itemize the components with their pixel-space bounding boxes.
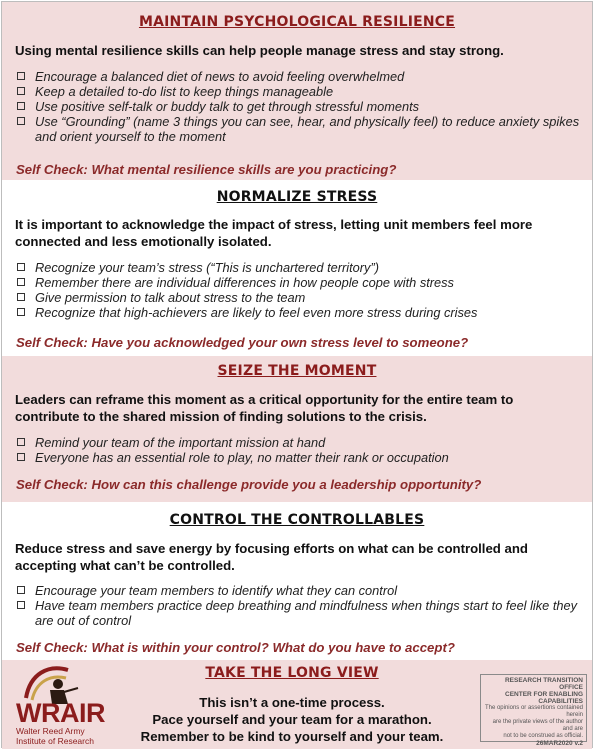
section-title: TAKE THE LONG VIEW <box>205 665 379 681</box>
checklist-item: Encourage your team members to identify what they can control <box>16 583 582 598</box>
checklist-item: Everyone has an essential role to play, no matter their rank or occupation <box>16 450 582 465</box>
self-check: Self Check: What is within your control? What do you have to accept? <box>16 640 455 655</box>
section-title: SEIZE THE MOMENT <box>217 363 377 379</box>
document-page <box>1 1 593 748</box>
section-lead: Reduce stress and save energy by focusing efforts on what can be controlled and accepting what can’t be controlled. <box>15 541 528 573</box>
footer-long-view <box>2 660 592 749</box>
footer-line: Pace yourself and your team for a marathon. <box>152 712 432 727</box>
checkbox-icon <box>17 263 25 271</box>
logo-subtitle: Institute of Research <box>16 736 94 746</box>
checkbox-icon <box>17 117 25 125</box>
checkbox-icon <box>17 601 25 609</box>
checklist-item: Recognize that high-achievers are likely to feel even more stress during crises <box>16 305 582 320</box>
section-lead: Using mental resilience skills can help people manage stress and stay strong. <box>15 43 504 58</box>
checklist-item: Remind your team of the important mission at hand <box>16 435 582 450</box>
footer-line: Remember to be kind to yourself and your team. <box>140 729 444 744</box>
section-normalize-stress <box>2 180 592 356</box>
logo-subtitle: Walter Reed Army <box>16 726 85 736</box>
self-check: Self Check: Have you acknowledged your own stress level to someone? <box>16 335 469 350</box>
checkbox-icon <box>17 72 25 80</box>
self-check: Self Check: How can this challenge provide you a leadership opportunity? <box>16 477 482 492</box>
footer-line: This isn’t a one-time process. <box>199 695 385 710</box>
section-title: CONTROL THE CONTROLLABLES <box>169 512 425 528</box>
checklist-item: Have team members practice deep breathing and mindfulness when things start to feel like they are out of control <box>16 598 582 628</box>
checkbox-icon <box>17 586 25 594</box>
checklist-item: Give permission to talk about stress to the team <box>16 290 582 305</box>
self-check: Self Check: What mental resilience skills are you practicing? <box>16 162 397 177</box>
checklist-item: Remember there are individual differences in how people cope with stress <box>16 275 582 290</box>
checklist <box>16 69 582 144</box>
checkbox-icon <box>17 293 25 301</box>
wrair-logo <box>8 660 104 748</box>
section-title: MAINTAIN PSYCHOLOGICAL RESILIENCE <box>138 14 456 30</box>
checkbox-icon <box>17 308 25 316</box>
checklist <box>16 583 582 628</box>
section-lead: Leaders can reframe this moment as a critical opportunity for the entire team to contribute to the shared mission of finding solutions to the crisis. <box>15 392 514 424</box>
section-lead: It is important to acknowledge the impact of stress, letting unit members feel more connected and less emotionally isolated. <box>15 217 533 249</box>
checkbox-icon <box>17 87 25 95</box>
logo-wordmark: WRAIR <box>16 698 105 728</box>
checklist <box>16 435 582 465</box>
checklist-item: Use positive self-talk or buddy talk to get through stressful moments <box>16 99 582 114</box>
checklist-item: Keep a detailed to-do list to keep things manageable <box>16 84 582 99</box>
checklist-item: Use “Grounding” (name 3 things you can see, hear, and physically feel) to reduce anxiety spikes and orient yourself to the moment <box>16 114 582 144</box>
section-seize-the-moment <box>2 356 592 502</box>
section-title: NORMALIZE STRESS <box>216 189 378 205</box>
checkbox-icon <box>17 438 25 446</box>
checkbox-icon <box>17 102 25 110</box>
disclaimer-stamp: RESEARCH TRANSITION OFFICE CENTER FOR ENABLING CAPABILITIES The opinions or assertions contained herein are the private views of the author and are not to be construed as official. 26MAR2020 v.2 <box>480 674 587 742</box>
checkbox-icon <box>17 453 25 461</box>
checklist-item: Recognize your team’s stress (“This is unchartered territory”) <box>16 260 582 275</box>
checklist-item: Encourage a balanced diet of news to avoid feeling overwhelmed <box>16 69 582 84</box>
checkbox-icon <box>17 278 25 286</box>
section-control-the-controllables <box>2 502 592 660</box>
section-psychological-resilience <box>2 2 592 180</box>
checklist <box>16 260 582 320</box>
